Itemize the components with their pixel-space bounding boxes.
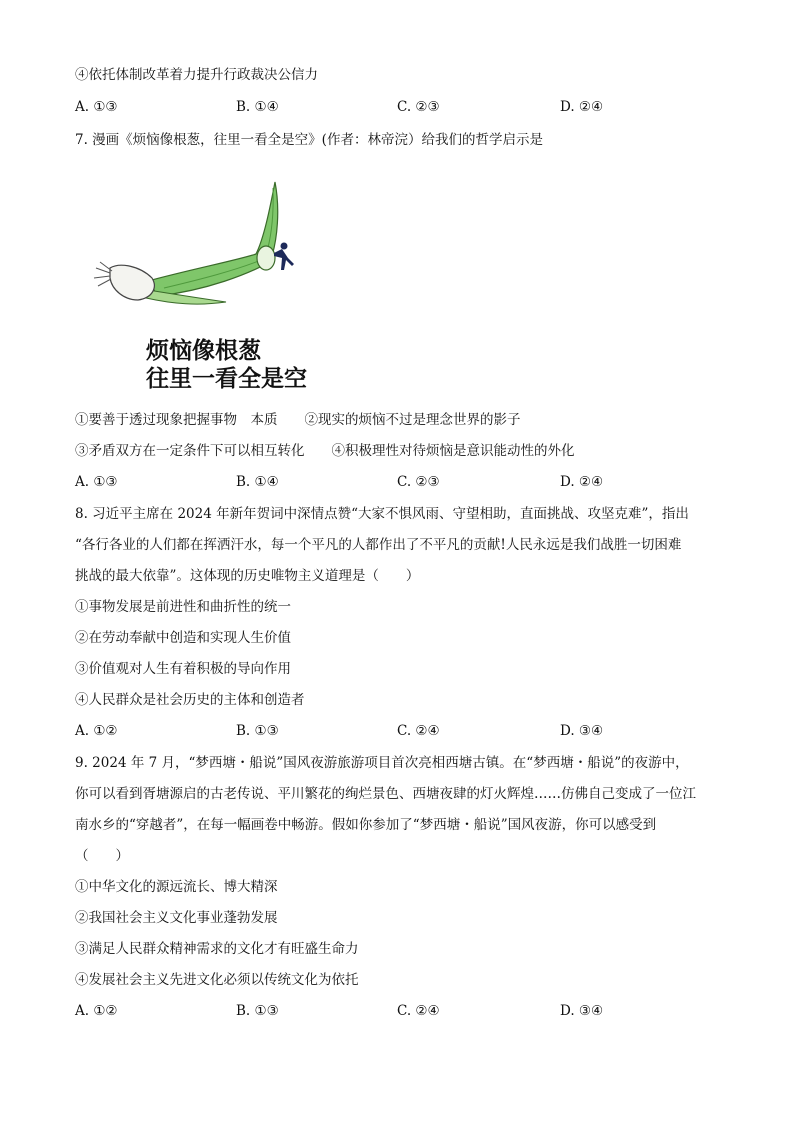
peeking-figure-icon: [274, 243, 294, 271]
q7-items-line-2: ③矛盾双方在一定条件下可以相互转化 ④积极理性对待烦恼是意识能动性的外化: [75, 443, 575, 459]
q7-items-line-1: ①要善于透过现象把握事物 本质 ②现实的烦恼不过是理念世界的影子: [75, 412, 521, 428]
cartoon-caption-line-1: 烦恼像根葱: [146, 338, 261, 364]
q7-stem: 7. 漫画《烦恼像根葱，往里一看全是空》(作者：林帝浣）给我们的哲学启示是: [75, 132, 543, 148]
q8-item-1: ①事物发展是前进性和曲折性的统一: [75, 599, 291, 615]
q9-item-1: ①中华文化的源远流长、博大精深: [75, 879, 278, 895]
q6-option-b: B. ①④: [236, 99, 279, 115]
q8-option-b: B. ①③: [236, 723, 279, 739]
q9-stem-line-3: 南水乡的“穿越者”，在每一幅画卷中畅游。假如你参加了“梦西塘・船说”国风夜游，你可以感受到: [75, 817, 657, 833]
q9-option-d: D. ③④: [560, 1003, 604, 1019]
q8-option-a: A. ①②: [75, 723, 118, 739]
q9-stem-line-2: 你可以看到胥塘源启的古老传说、平川繁花的绚烂景色、西塘夜肆的灯火辉煌……仿佛自己变成了一位江: [75, 786, 696, 802]
q8-stem-line-3: 挑战的最大依靠”。这体现的历史唯物主义道理是（ ）: [75, 568, 420, 584]
q9-option-a: A. ①②: [75, 1003, 118, 1019]
q9-item-4: ④发展社会主义先进文化必须以传统文化为依托: [75, 972, 359, 988]
q8-item-4: ④人民群众是社会历史的主体和创造者: [75, 692, 305, 708]
q6-option-a: A. ①③: [75, 99, 118, 115]
scallion-cartoon: [88, 178, 308, 396]
q6-option-c: C. ②③: [397, 99, 440, 115]
q7-option-d: D. ②④: [560, 474, 604, 490]
q6-option-d: D. ②④: [560, 99, 604, 115]
q8-option-d: D. ③④: [560, 723, 604, 739]
q8-item-2: ②在劳动奉献中创造和实现人生价值: [75, 630, 291, 646]
q9-item-3: ③满足人民群众精神需求的文化才有旺盛生命力: [75, 941, 359, 957]
q7-option-b: B. ①④: [236, 474, 279, 490]
q9-option-c: C. ②④: [397, 1003, 440, 1019]
q8-item-3: ③价值观对人生有着积极的导向作用: [75, 661, 291, 677]
q7-option-c: C. ②③: [397, 474, 440, 490]
q9-option-b: B. ①③: [236, 1003, 279, 1019]
q8-stem-line-2: “各行各业的人们都在挥洒汗水，每一个平凡的人都作出了不平凡的贡献!人民永远是我们战胜一切困难: [75, 537, 682, 553]
q9-item-2: ②我国社会主义文化事业蓬勃发展: [75, 910, 278, 926]
q9-stem-line-1: 9. 2024 年 7 月，“梦西塘・船说”国风夜游旅游项目首次亮相西塘古镇。在“梦西塘・船说”的夜游中，: [75, 755, 689, 771]
q7-option-a: A. ①③: [75, 474, 118, 490]
cartoon-caption-line-2: 往里一看全是空: [146, 366, 307, 392]
q8-stem-line-1: 8. 习近平主席在 2024 年新年贺词中深情点赞“大家不惧风雨、守望相助，直面挑战、攻坚克难”，指出: [75, 506, 689, 522]
q6-item-4: ④依托体制改革着力提升行政裁决公信力: [75, 67, 318, 83]
q6-options: [75, 99, 715, 117]
q7-options: [75, 474, 715, 492]
q8-options: [75, 723, 715, 741]
q9-stem-line-4: （ ）: [75, 848, 129, 864]
q8-option-c: C. ②④: [397, 723, 440, 739]
q9-options: [75, 1003, 715, 1021]
